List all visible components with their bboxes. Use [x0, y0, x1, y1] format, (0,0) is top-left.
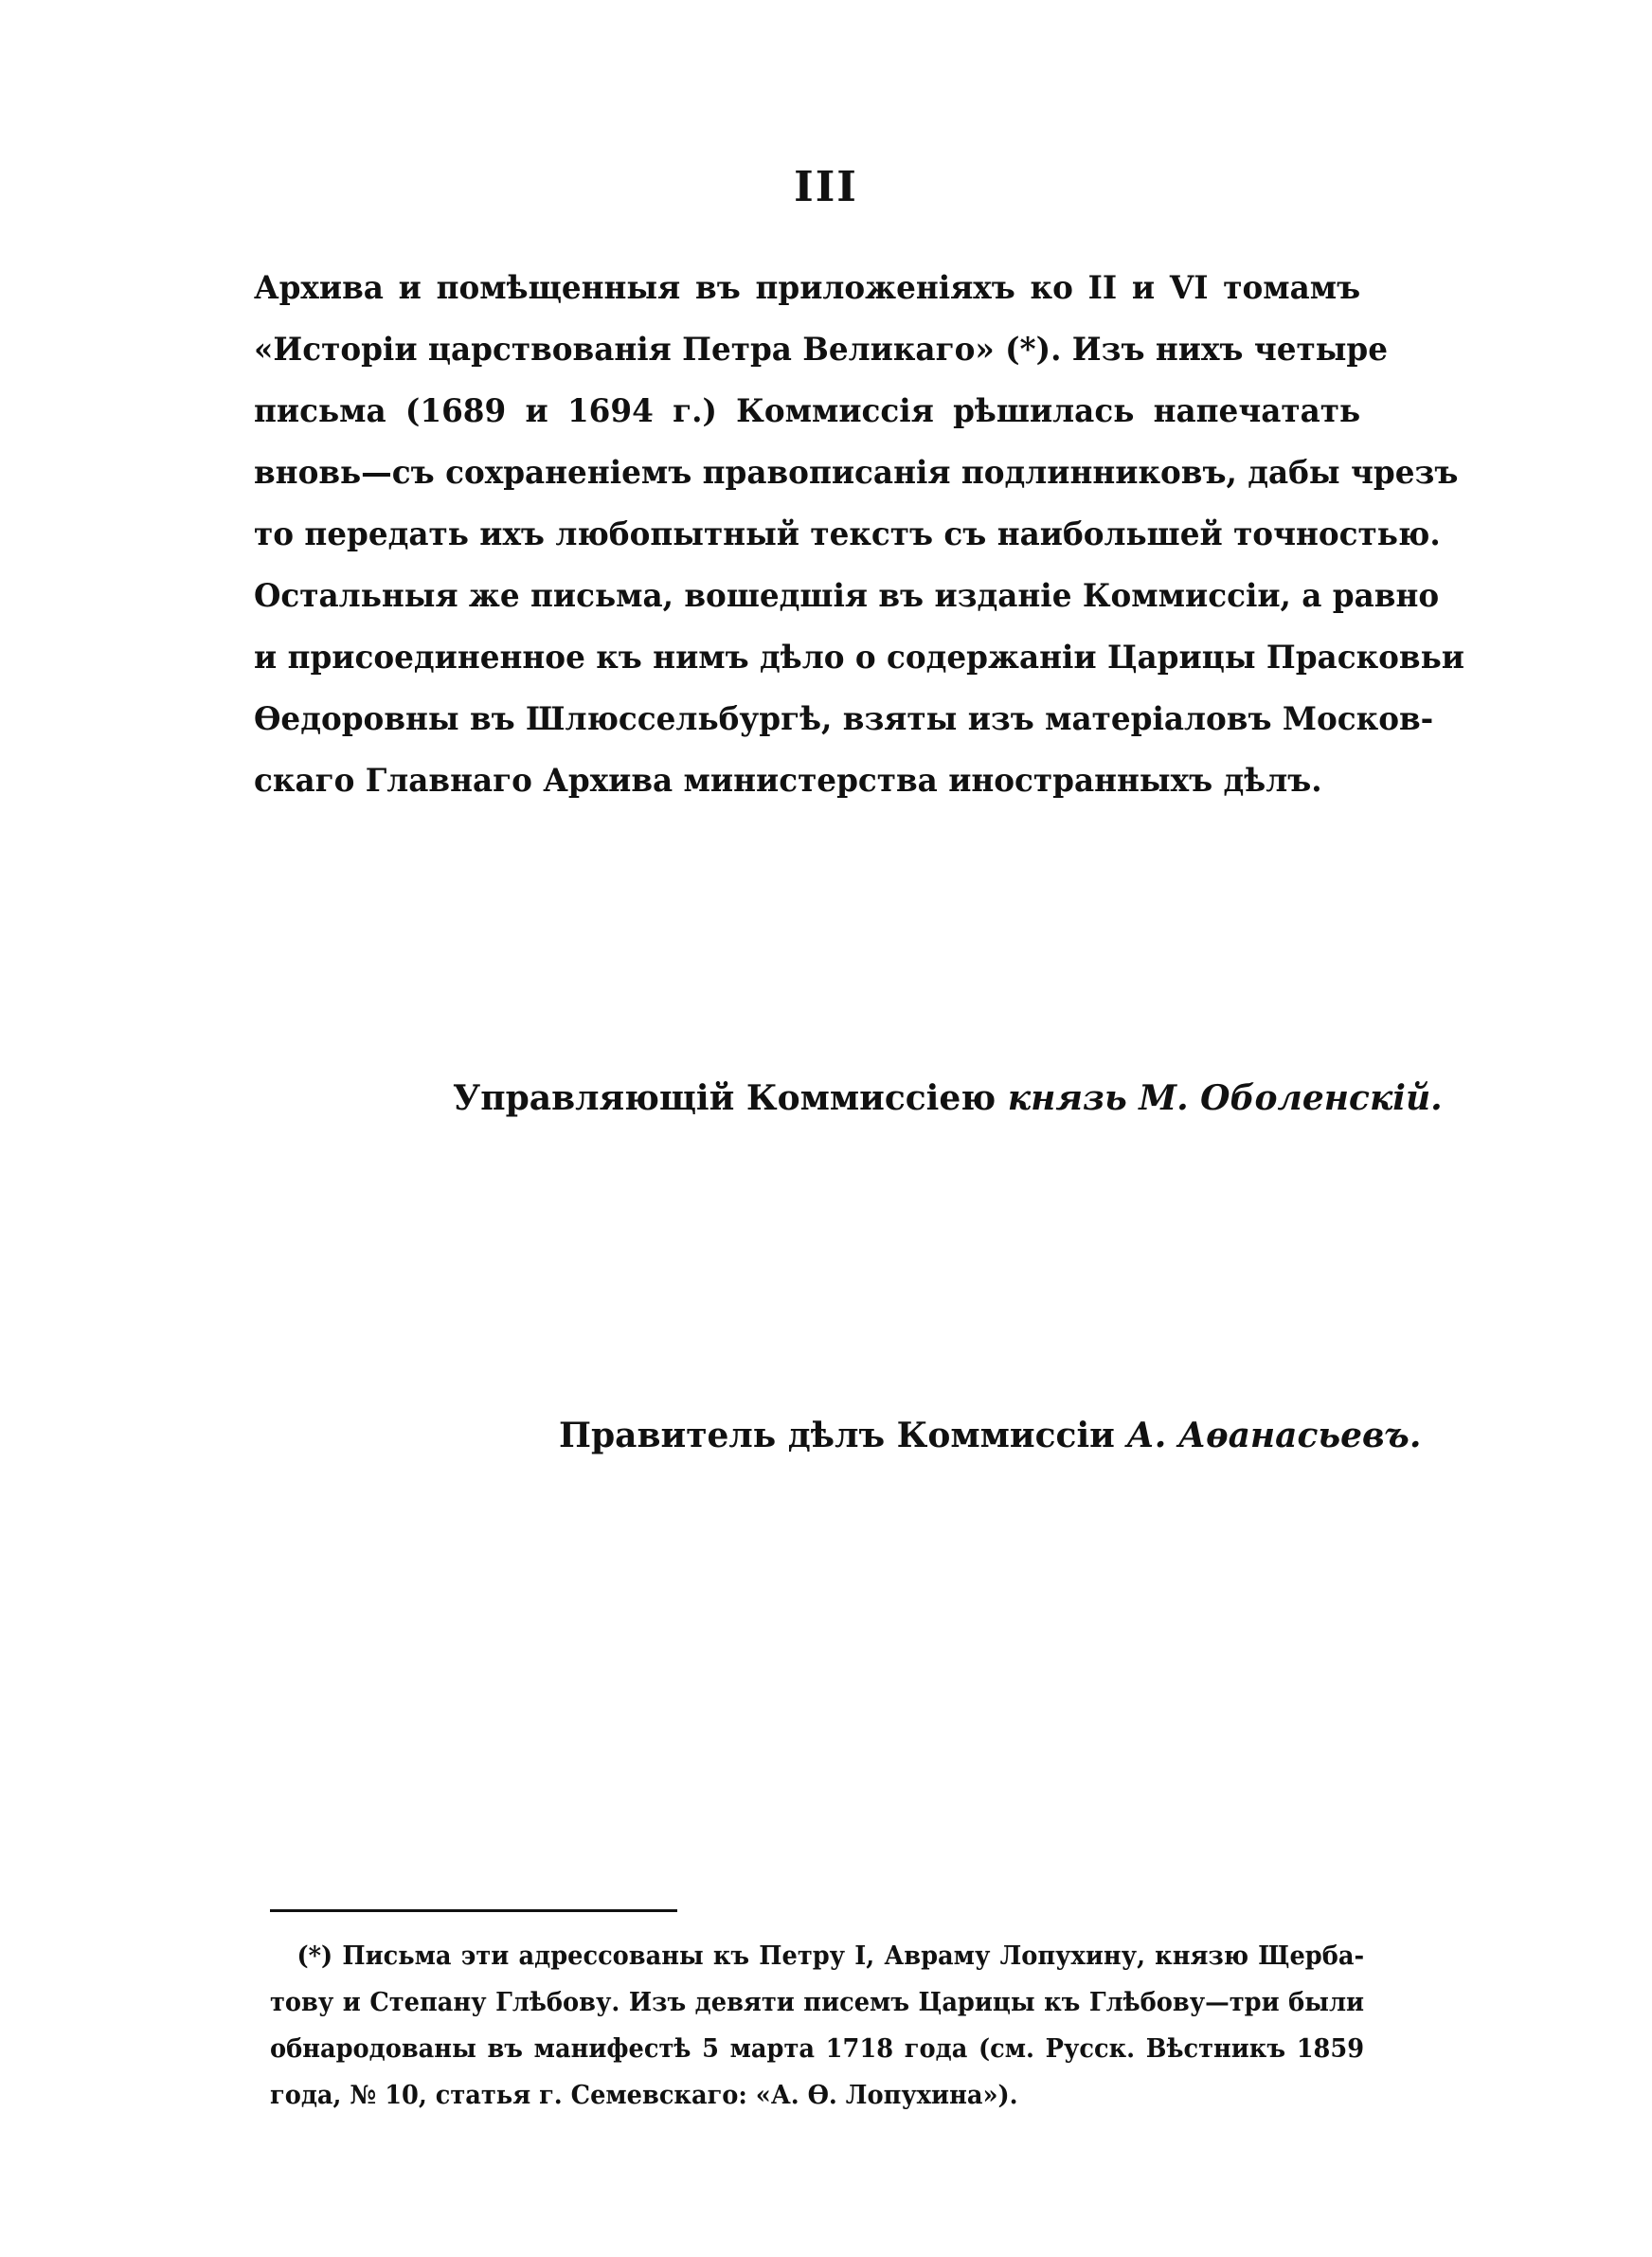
body-paragraph: [254, 258, 1464, 812]
body-line: Ѳедоровны въ Шлюссельбургѣ, взяты изъ матеріаловъ Москов-: [254, 700, 1434, 738]
signature-secretary-title: Правитель дѣлъ Коммиссіи: [559, 1416, 1115, 1455]
body-line: скаго Главнаго Архива министерства иностранныхъ дѣлъ.: [254, 762, 1322, 800]
body-line: то передать ихъ любопытный текстъ съ наибольшей точностью.: [254, 515, 1441, 553]
signature-manager-name: князь М. Оболенскій.: [1007, 1078, 1443, 1118]
footnote-line: года, № 10, статья г. Семевскаго: «А. Ѳ. Лопухина»).: [270, 2081, 1018, 2110]
body-line: и присоединенное къ нимъ дѣло о содержаніи Царицы Прасковьи: [254, 639, 1464, 677]
signature-secretary-name: А. Аѳанасьевъ.: [1126, 1416, 1422, 1455]
body-line: письма (1689 и 1694 г.) Коммиссія рѣшилась напечатать: [254, 392, 1361, 430]
signature-secretary: [559, 1416, 1421, 1455]
body-line: «Исторіи царствованія Петра Великаго» (*). Изъ нихъ четыре: [254, 331, 1389, 369]
page-number: III: [794, 163, 858, 211]
signature-manager-title: Управляющій Коммиссіею: [453, 1078, 997, 1118]
body-line: Остальныя же письма, вошедшія въ изданіе Коммиссіи, а равно: [254, 577, 1440, 615]
footnote-line: обнародованы въ манифестѣ 5 марта 1718 года (см. Русск. Вѣстникъ 1859: [270, 2034, 1365, 2064]
body-line: вновь—съ сохраненіемъ правописанія подлинниковъ, дабы чрезъ: [254, 454, 1459, 492]
footnote: [270, 1933, 1367, 2119]
body-line: Архива и помѣщенныя въ приложеніяхъ ко II и VI томамъ: [254, 269, 1361, 307]
footnote-divider: [270, 1909, 677, 1912]
signature-manager: [453, 1078, 1443, 1118]
footnote-line: (*) Письма эти адрессованы къ Петру I, Авраму Лопухину, князю Щерба-: [296, 1941, 1365, 1971]
footnote-line: тову и Степану Глѣбову. Изъ девяти писемъ Царицы къ Глѣбову—три были: [270, 1988, 1365, 2017]
